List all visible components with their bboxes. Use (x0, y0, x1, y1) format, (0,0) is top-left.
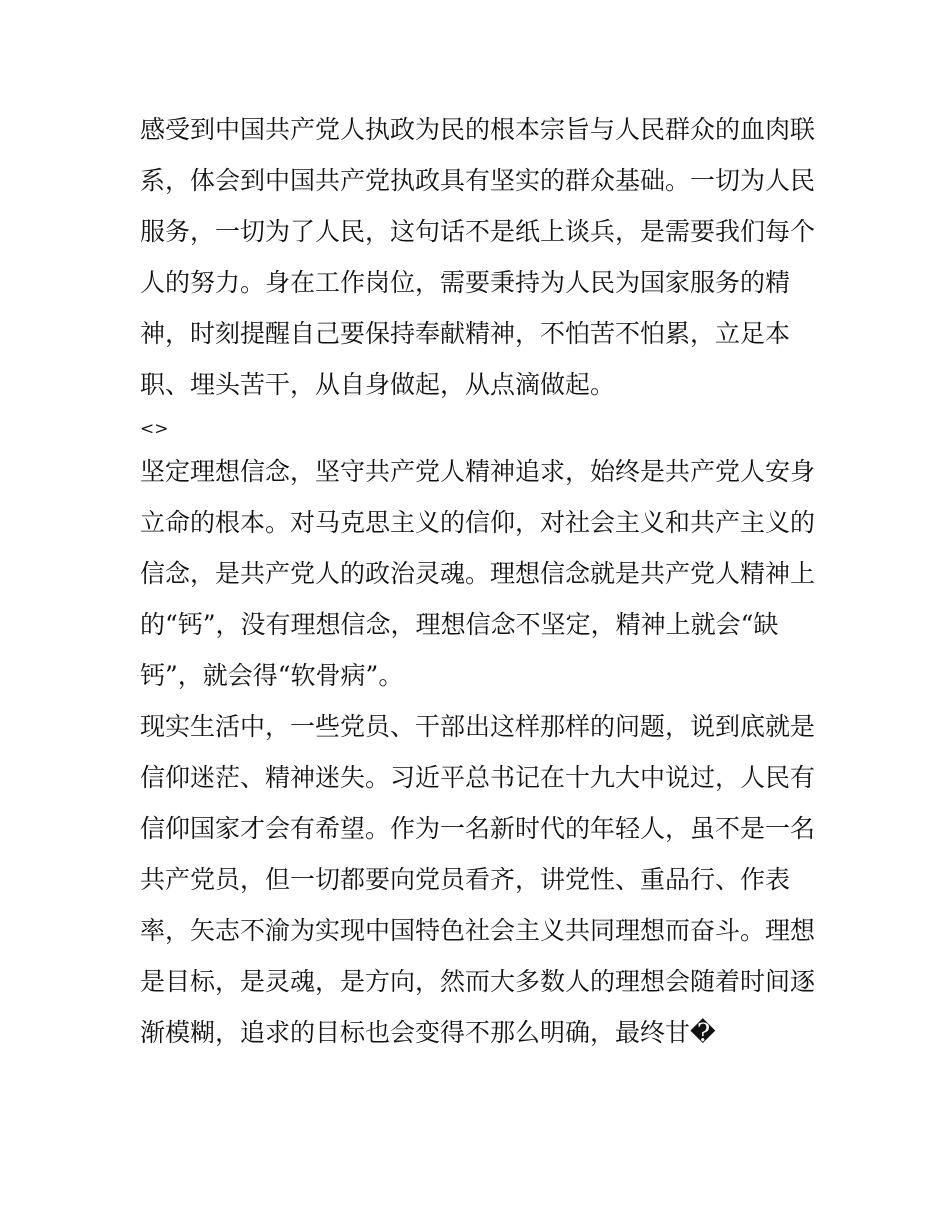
text-line: 服务，一切为了人民，这句话不是纸上谈兵，是需要我们每个 (140, 217, 816, 246)
text-line: 神，时刻提醒自己要保持奉献精神，不怕苦不怕累，立足本 (140, 319, 791, 348)
text-line: 的“钙”，没有理想信念，理想信念不坚定，精神上就会“缺 (140, 610, 779, 639)
text-line: 钙”，就会得“软骨病”。 (140, 661, 404, 690)
text-line: 现实生活中，一些党员、干部出这样那样的问题，说到底就是 (140, 712, 816, 741)
text-line: 共产党员，但一切都要向党员看齐，讲党性、重品行、作表 (140, 865, 791, 894)
text-line: 人的努力。身在工作岗位，需要秉持为人民为国家服务的精 (140, 268, 791, 297)
text-line: 职、埋头苦干，从自身做起，从点滴做起。 (140, 370, 616, 399)
text-line: 率，矢志不渝为实现中国特色社会主义共同理想而奋斗。理想 (140, 916, 816, 945)
separator-marker: <> (140, 419, 169, 439)
text-line: 坚定理想信念，坚守共产党人精神追求，始终是共产党人安身 (140, 457, 816, 486)
text-line: 渐模糊，追求的目标也会变得不那么明确，最终甘� (140, 1018, 716, 1047)
text-line: 系，体会到中国共产党执政具有坚实的群众基础。一切为人民 (140, 166, 816, 195)
text-line: 是目标，是灵魂，是方向，然而大多数人的理想会随着时间逐 (140, 967, 816, 996)
text-line: 信仰迷茫、精神迷失。习近平总书记在十九大中说过，人民有 (140, 763, 816, 792)
text-line: 信念，是共产党人的政治灵魂。理想信念就是共产党人精神上 (140, 559, 816, 588)
text-line: 信仰国家才会有希望。作为一名新时代的年轻人，虽不是一名 (140, 814, 816, 843)
document-body (140, 104, 820, 1058)
text-line: 感受到中国共产党人执政为民的根本宗旨与人民群众的血肉联 (140, 115, 816, 144)
text-line: 立命的根本。对马克思主义的信仰，对社会主义和共产主义的 (140, 508, 816, 537)
